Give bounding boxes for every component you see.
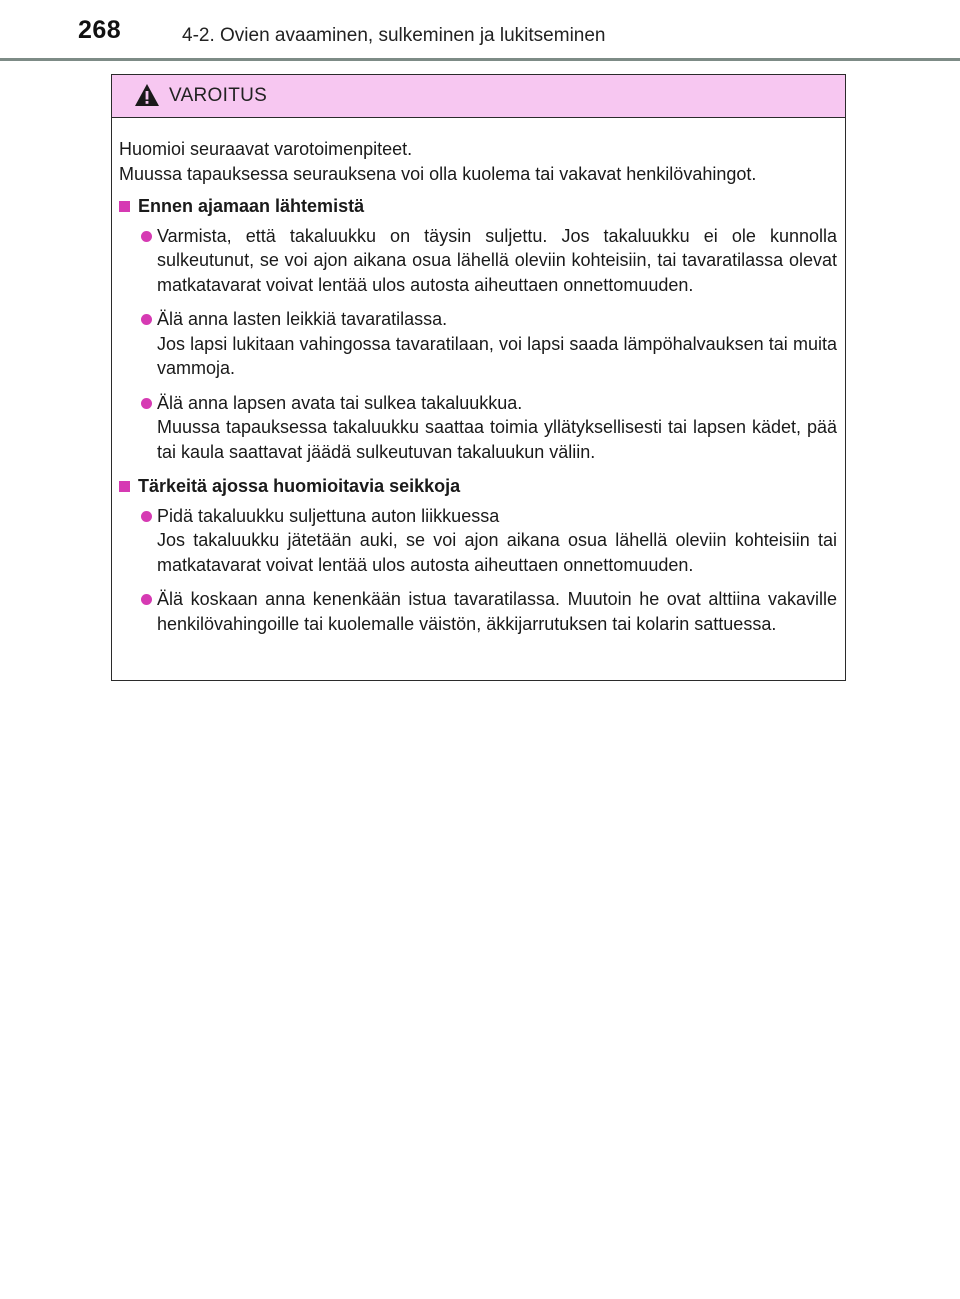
list-item	[141, 224, 837, 298]
square-bullet-icon	[119, 201, 130, 212]
warning-header	[112, 75, 845, 118]
header-divider	[0, 58, 960, 61]
warning-section	[119, 194, 837, 464]
section-heading-text: Ennen ajamaan lähtemistä	[138, 196, 365, 216]
round-bullet-icon	[141, 594, 152, 605]
warning-triangle-icon	[134, 83, 160, 107]
item-text: Jos lapsi lukitaan vahingossa tavaratilaan, voi lapsi saada lämpöhalvauksen tai muita vammoja.	[157, 333, 837, 378]
intro-line: Huomioi seuraavat varotoimenpiteet.	[119, 139, 413, 159]
warning-intro	[119, 137, 837, 186]
warning-label: VAROITUS	[169, 85, 268, 106]
list-item	[141, 307, 837, 381]
warning-body	[112, 118, 845, 636]
section-heading	[119, 194, 837, 219]
item-text: Varmista, että takaluukku on täysin suljettu. Jos takaluukku ei ole kunnolla sulkeutunut, se voi ajon aikana osua lähellä oleviin kohteisiin, tai tavaratilassa olevat matkatavarat voivat lentää ulos autosta aiheuttaen onnettomuuden.	[157, 225, 837, 295]
section-heading	[119, 474, 837, 499]
list-item	[141, 391, 837, 465]
warning-section	[119, 474, 837, 636]
round-bullet-icon	[141, 511, 152, 522]
warning-box	[111, 74, 846, 681]
item-text: Älä anna lapsen avata tai sulkea takaluukkua.	[157, 392, 523, 413]
item-text: Muussa tapauksessa takaluukku saattaa toimia yllätyksellisesti tai lapsen kädet, pää tai kaula saattavat jäädä sulkeutuvan takaluukun väliin.	[157, 417, 837, 462]
list-item	[141, 504, 837, 578]
item-text: Älä koskaan anna kenenkään istua tavaratilassa. Muutoin he ovat alttiina vakaville henkilövahingoille tai kuolemalle väistön, äkkijarrutuksen tai kolarin sattuessa.	[157, 589, 837, 634]
section-heading-text: Tärkeitä ajossa huomioitavia seikkoja	[138, 476, 461, 496]
intro-line: Muussa tapauksessa seurauksena voi olla kuolema tai vakavat henkilövahingot.	[119, 163, 757, 184]
list-item	[141, 587, 837, 636]
item-text: Älä anna lasten leikkiä tavaratilassa.	[157, 309, 448, 329]
round-bullet-icon	[141, 314, 152, 325]
page-header	[0, 0, 960, 64]
section-title: 4-2. Ovien avaaminen, sulkeminen ja lukitseminen	[182, 25, 606, 46]
round-bullet-icon	[141, 398, 152, 409]
round-bullet-icon	[141, 231, 152, 242]
page-number: 268	[78, 16, 122, 44]
item-text: Jos takaluukku jätetään auki, se voi ajon aikana osua lähellä oleviin kohteisiin tai matkatavarat voivat lentää ulos autosta aiheuttaen onnettomuuden.	[157, 530, 837, 575]
item-text: Pidä takaluukku suljettuna auton liikkuessa	[157, 505, 500, 526]
square-bullet-icon	[119, 481, 130, 492]
